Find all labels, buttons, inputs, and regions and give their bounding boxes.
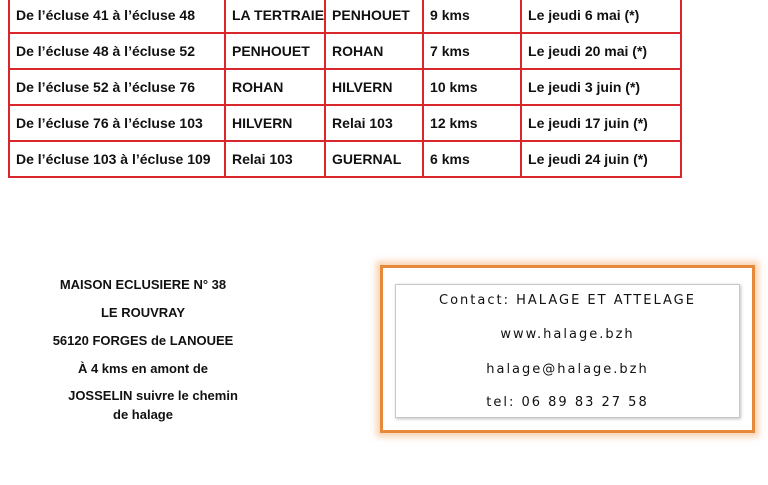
distance-cell: 9 kms [423, 0, 521, 33]
contact-inner-frame [395, 284, 740, 418]
table-row [9, 0, 681, 33]
section-cell: De l’écluse 48 à l’écluse 52 [9, 33, 225, 69]
address-line-directions-2: JOSSELIN suivre le chemin [68, 388, 238, 403]
address-line-directions: À 4 kms en amont de [77, 361, 209, 376]
website-link[interactable]: www.halage.bzh [500, 327, 635, 342]
table-row [9, 33, 681, 69]
to-cell: PENHOUET [325, 0, 423, 33]
to-cell: Relai 103 [325, 105, 423, 141]
schedule-table [8, 0, 682, 178]
distance-cell: 6 kms [423, 141, 521, 177]
address-line-postcode: 56120 FORGES de LANOUEE [52, 333, 234, 348]
email-link[interactable]: halage@halage.bzh [486, 362, 649, 377]
date-cell: Le jeudi 17 juin (*) [521, 105, 681, 141]
distance-cell: 12 kms [423, 105, 521, 141]
distance-cell: 7 kms [423, 33, 521, 69]
address-line-name: MAISON ECLUSIERE N° 38 [59, 277, 227, 292]
from-cell: PENHOUET [225, 33, 325, 69]
table-row [9, 105, 681, 141]
contact-box [380, 265, 755, 433]
from-cell: HILVERN [225, 105, 325, 141]
address-line-directions-3: de halage [113, 407, 173, 422]
to-cell: GUERNAL [325, 141, 423, 177]
from-cell: ROHAN [225, 69, 325, 105]
date-cell: Le jeudi 3 juin (*) [521, 69, 681, 105]
to-cell: HILVERN [325, 69, 423, 105]
distance-cell: 10 kms [423, 69, 521, 105]
table-row [9, 69, 681, 105]
date-cell: Le jeudi 24 juin (*) [521, 141, 681, 177]
section-cell: De l’écluse 52 à l’écluse 76 [9, 69, 225, 105]
date-cell: Le jeudi 6 mai (*) [521, 0, 681, 33]
phone-number: tel: 06 89 83 27 58 [486, 395, 649, 410]
section-cell: De l’écluse 103 à l’écluse 109 [9, 141, 225, 177]
section-cell: De l’écluse 76 à l’écluse 103 [9, 105, 225, 141]
date-cell: Le jeudi 20 mai (*) [521, 33, 681, 69]
to-cell: ROHAN [325, 33, 423, 69]
contact-title: Contact: HALAGE ET ATTELAGE [439, 293, 696, 308]
from-cell: Relai 103 [225, 141, 325, 177]
section-cell: De l’écluse 41 à l’écluse 48 [9, 0, 225, 33]
table-row [9, 141, 681, 177]
from-cell: LA TERTRAIE [225, 0, 325, 33]
address-line-place: LE ROUVRAY [100, 305, 186, 320]
